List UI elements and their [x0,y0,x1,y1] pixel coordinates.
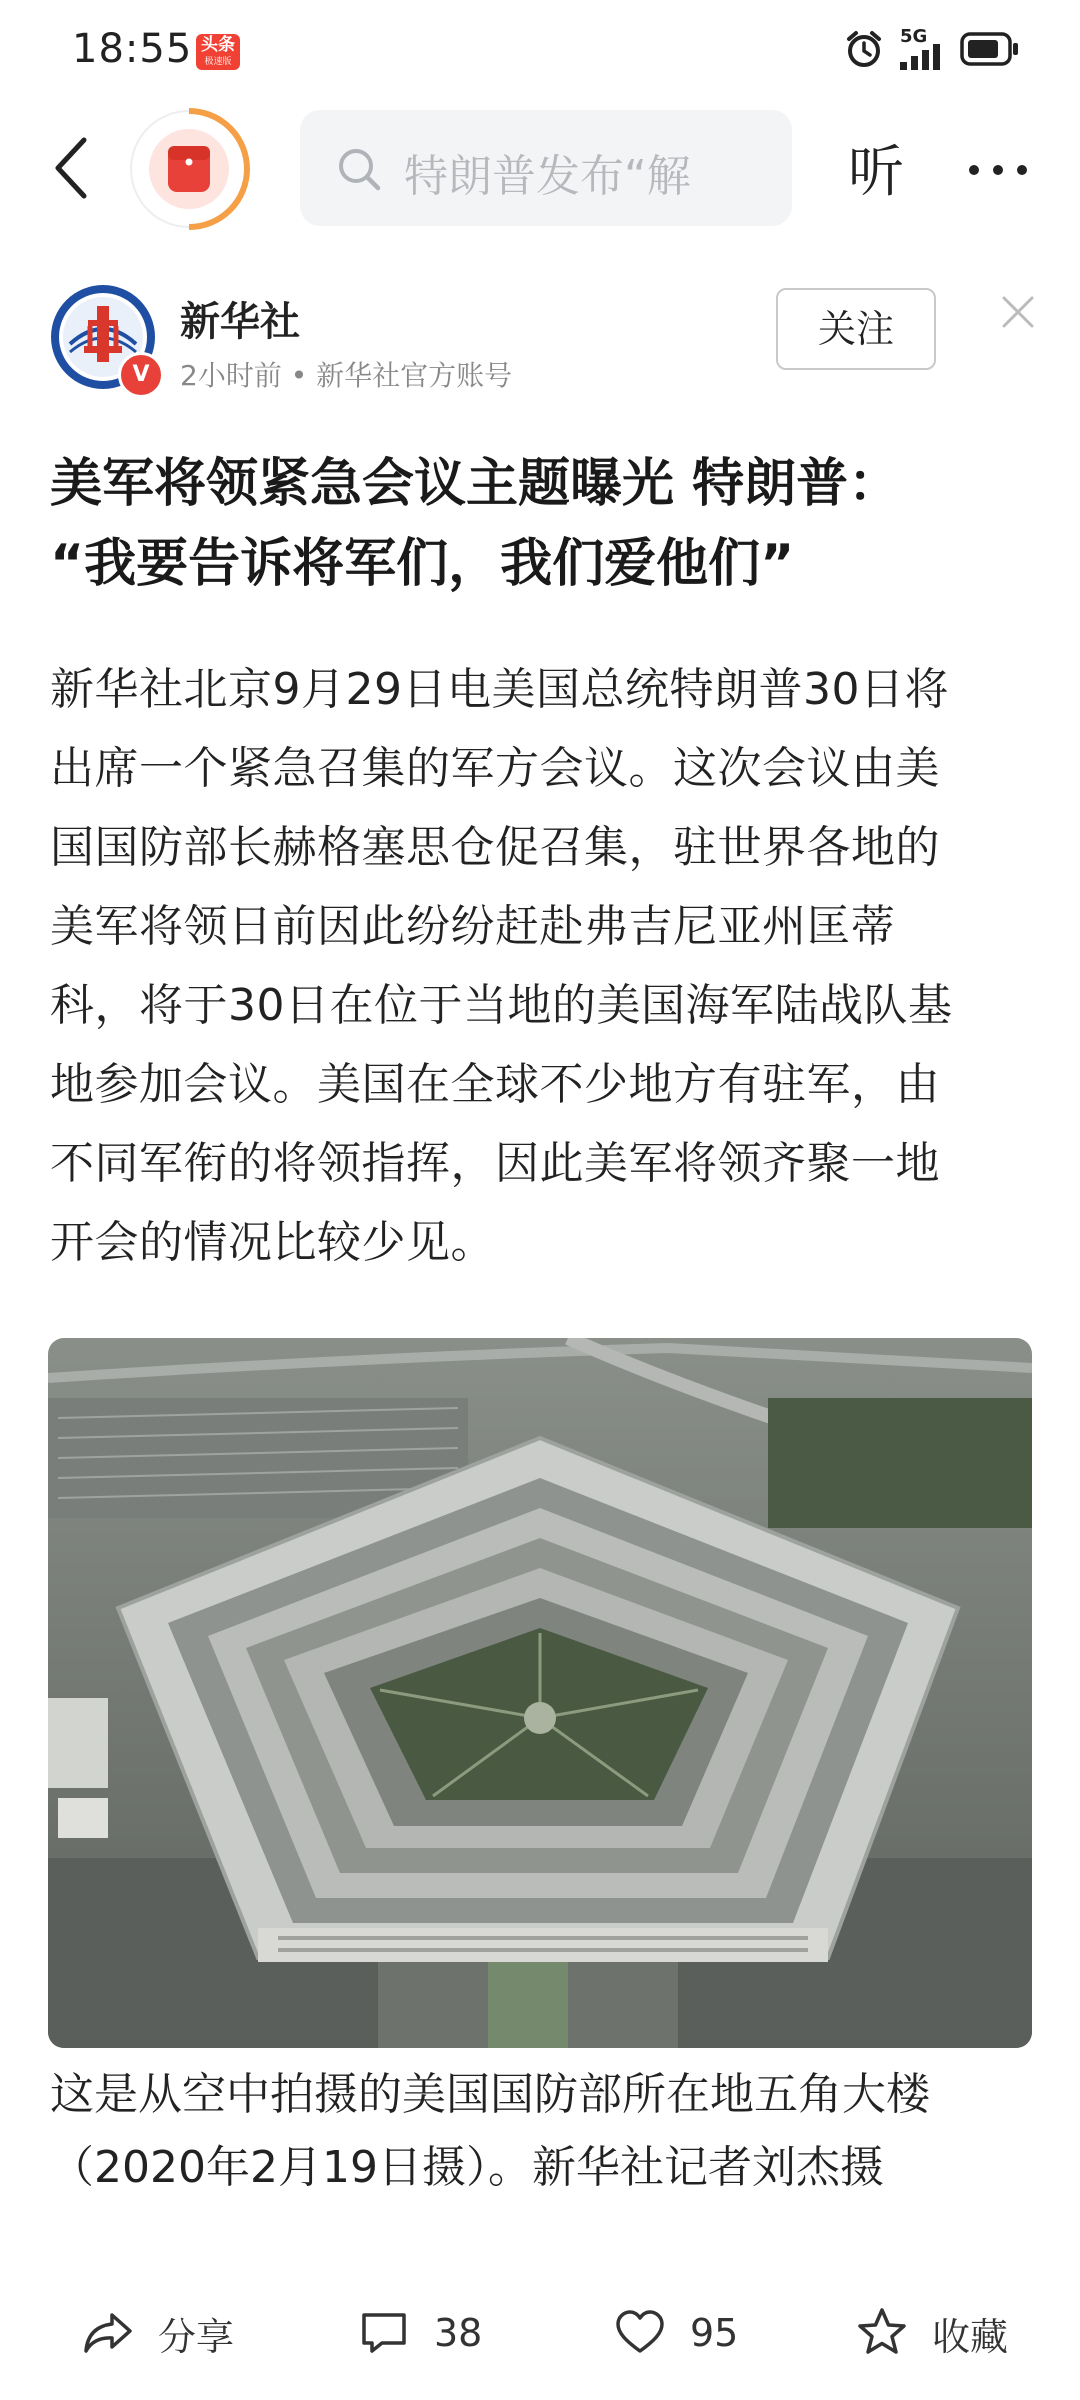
dismiss-button[interactable] [1000,294,1036,330]
more-options-button[interactable] [966,140,1030,200]
app-badge-main: 头条 [201,35,235,55]
back-arrow-icon [44,130,104,206]
listen-button[interactable]: 听 [848,140,904,205]
favorite-label: 收藏 [932,2314,1009,2359]
battery-icon [960,32,1020,66]
article-title-line: “我要告诉将军们，我们爱他们” [50,534,795,594]
article-body-line: 新华社北京9月29日电美国总统特朗普30日将 [50,664,949,715]
bottom-action-bar [0,2290,1080,2376]
search-icon [336,146,384,194]
author-name[interactable]: 新华社 [180,299,300,345]
status-time: 18:55 [72,26,193,72]
article-body-line: 地参加会议。美国在全球不少地方有驻军，由 [50,1059,940,1110]
photo-caption-line: （2020年2月19日摄）。新华社记者刘杰摄 [50,2142,884,2193]
app-badge-sub: 极速版 [204,57,232,67]
status-bar [0,0,1080,100]
network-label: 5G [900,26,928,47]
share-button[interactable] [80,2290,234,2376]
status-icons [844,28,1020,70]
pentagon-aerial-image [48,1338,1032,2048]
star-icon [854,2305,910,2361]
article-title [50,444,1040,604]
like-count: 95 [690,2311,739,2355]
author-row [0,270,1080,420]
share-icon [80,2305,136,2361]
share-label: 分享 [158,2314,235,2359]
article-title-line: 美军将领紧急会议主题曝光 特朗普： [50,454,901,514]
article-photo[interactable] [48,1338,1032,2048]
app-badge [196,34,240,70]
back-button[interactable] [44,130,104,206]
top-nav-bar [0,100,1080,236]
like-button[interactable] [612,2290,738,2376]
favorite-button[interactable] [854,2290,1008,2376]
photo-caption-line: 这是从空中拍摄的美国国防部所在地五角大楼 [50,2069,930,2120]
comment-icon [356,2305,412,2361]
article-body-line: 不同军衔的将领指挥，因此美军将领齐聚一地 [50,1138,940,1189]
search-placeholder: 特朗普发布“解 [404,151,691,202]
verified-badge: V [118,352,164,398]
article-body-line: 出席一个紧急召集的军方会议。这次会议由美 [50,743,940,794]
app-logo-button[interactable] [126,106,252,232]
heart-icon [612,2305,668,2361]
article-body-line: 开会的情况比较少见。 [50,1217,495,1268]
article-body-line: 科，将于30日在位于当地的美国海军陆战队基 [50,980,953,1031]
signal-icon [900,44,944,70]
search-input[interactable] [300,110,792,226]
follow-button[interactable]: 关注 [776,288,936,370]
article-body-line: 美军将领日前因此纷纷赶赴弗吉尼亚州匡蒂 [50,901,896,952]
comment-button[interactable] [356,2290,482,2376]
signal-indicator [900,28,944,70]
author-meta: 2小时前 • 新华社官方账号 [180,359,513,392]
article-body-line: 国国防部长赫格塞思仓促召集，驻世界各地的 [50,822,940,873]
alarm-icon [844,29,884,69]
photo-caption [50,2058,1050,2204]
comment-count: 38 [434,2311,483,2355]
toutiao-logo-icon [126,106,252,232]
close-icon [1000,294,1036,330]
article-body [50,650,1050,1282]
more-dots-icon [966,140,1030,200]
